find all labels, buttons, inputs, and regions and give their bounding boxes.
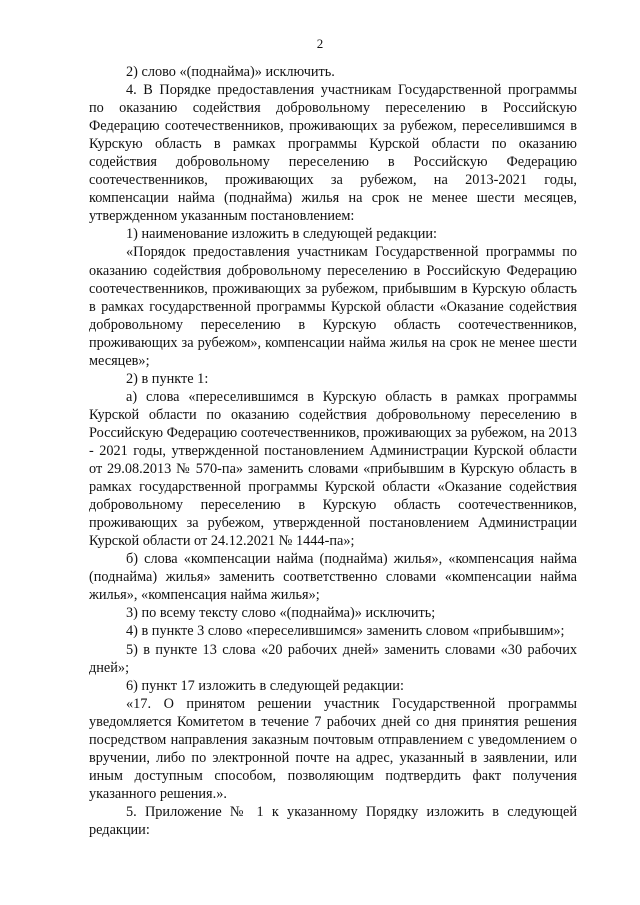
paragraph-item-2-clause-1: 2) в пункте 1: — [126, 370, 209, 387]
paragraph-section-4: 4. В Порядке предоставления участникам Государственной программы по оказанию содействия добровольному переселению в Российскую Федерацию соотечественников, проживающих за рубежом, переселившимся в Курскую область в рамках программы Курской области по оказанию содействия добровольному переселению в Российскую Федерацию соотечественников, проживающих за рубежом, на 2013-2021 годы, компенсации найма (поднайма) жилья на срок не менее шести месяцев, утвержденном указанным постановлением: — [89, 82, 577, 225]
document-body — [89, 63, 577, 839]
paragraph-item-5: 5) в пункте 13 слова «20 рабочих дней» заменить словами «30 рабочих дней»; — [89, 641, 577, 676]
page-number: 2 — [316, 36, 324, 51]
paragraph-item-6: 6) пункт 17 изложить в следующей редакции: — [126, 677, 404, 694]
paragraph-item-1-title: 1) наименование изложить в следующей редакции: — [126, 226, 437, 243]
paragraph-item-4: 4) в пункте 3 слово «переселившимся» заменить словом «прибывшим»; — [126, 623, 565, 640]
paragraph-item-2-exclude: 2) слово «(поднайма)» исключить. — [126, 64, 335, 80]
paragraph-subitem-a: а) слова «переселившимся в Курскую область в рамках программы Курской области по оказанию содействия добровольному переселению в Российскую Федерацию соотечественников, проживающих за рубежом, на 2013 - 2021 годы, утвержденной постановлением Администрации Курской области от 29.08.2013 № 570-па» заменить словами «прибывшим в Курскую область в рамках государственной программы Курской области «Оказание содействия добровольному переселению в Курскую область соотечественников, проживающих за рубежом, утвержденной постановлением Администрации Курской области от 24.12.2021 № 1444-па»; — [89, 388, 577, 550]
paragraph-item-3: 3) по всему тексту слово «(поднайма)» исключить; — [126, 605, 436, 622]
paragraph-subitem-b: б) слова «компенсации найма (поднайма) жилья», «компенсация найма (поднайма) жилья» заменить соответственно словами «компенсации найма жилья», «компенсация найма жилья»; — [89, 551, 577, 604]
paragraph-section-5: 5. Приложение № 1 к указанному Порядку изложить в следующей редакции: — [89, 803, 577, 838]
paragraph-clause-17-quote: «17. О принятом решении участник Государственной программы уведомляется Комитетом в течение 7 рабочих дней со дня принятия решения посредством направления заказным почтовым отправлением с уведомлением о вручении, либо по электронной почте на адрес, указанный в заявлении, или иным доступным способом, позволяющим подтвердить факт получения указанного решения.». — [89, 695, 577, 802]
paragraph-new-title-quote: «Порядок предоставления участникам Государственной программы по оказанию содействия добровольному переселению в Российскую Федерацию соотечественников, проживающих за рубежом, прибывшим в Курскую область в рамках государственной программы Курской области «Оказание содействия добровольному переселению в Курскую область соотечественников, проживающих за рубежом», компенсации найма жилья на срок не менее шести месяцев»; — [89, 244, 577, 369]
